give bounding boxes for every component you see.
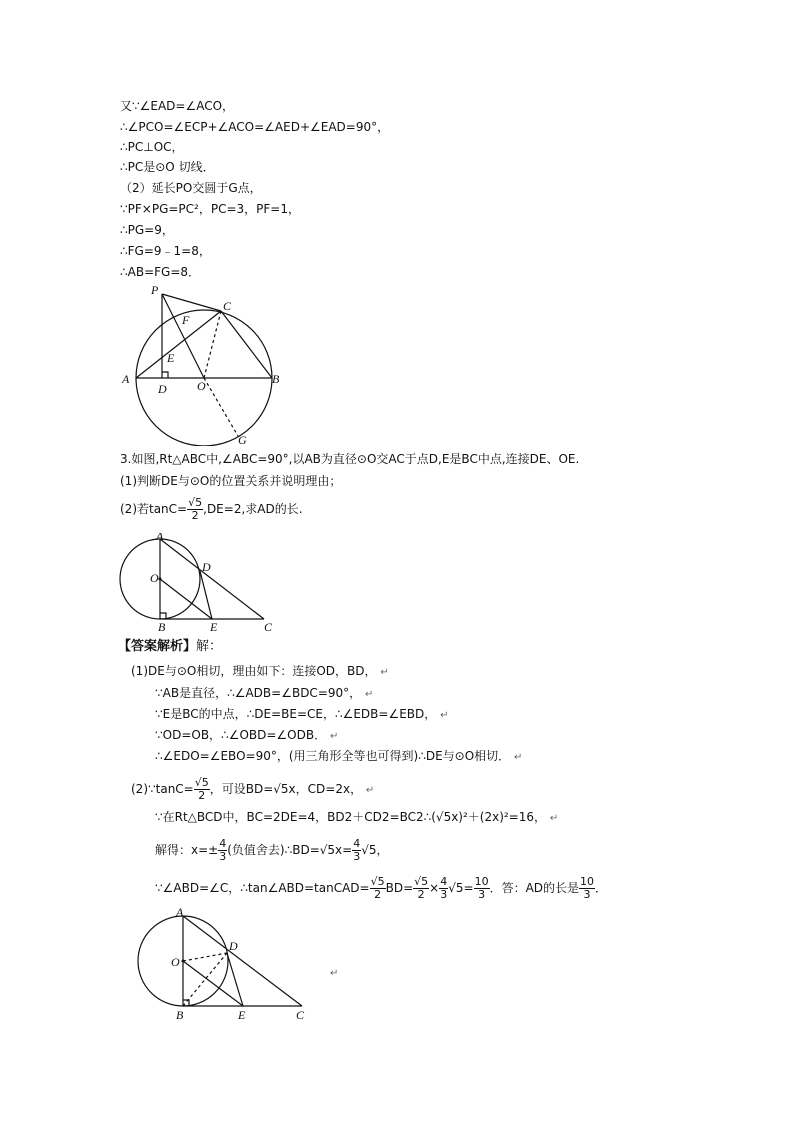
figure-3-diagram [136, 905, 308, 1025]
p2l3-fraction-1-denominator: 3 [219, 850, 227, 863]
return-mark: ↵ [440, 710, 449, 721]
fig2-label-a: A [156, 533, 164, 543]
question-3-part-2 [120, 497, 303, 522]
fig3-segment-de [227, 953, 243, 1006]
p2l1-fraction [194, 777, 210, 802]
proof-line-8: ∴FG=9﹣1=8， [120, 244, 211, 258]
answer-p2-line-3 [155, 838, 388, 863]
fig3-segment-ac [183, 916, 302, 1006]
p2l1-suffix: ，可设BD=√5x，CD=2x， [209, 782, 363, 796]
answer-p1-line-5 [155, 749, 522, 765]
p2l4-f5-numerator: 10 [580, 875, 595, 888]
answer-p1-text-3: ∵E是BC的中点，∴DE=BE=CE，∴∠EDB=∠EBD， [155, 707, 437, 721]
fig3-label-b: B [176, 1008, 184, 1022]
proof-line-2: ∴∠PCO=∠ECP+∠ACO=∠AED+∠EAD=90°， [120, 120, 390, 134]
answer-header-line [118, 639, 222, 654]
answer-p2-line-1 [131, 777, 374, 802]
p2l4-fraction-3 [439, 876, 448, 901]
p2l1-fraction-denominator: 2 [198, 789, 206, 802]
fig3-label-d: D [229, 939, 238, 953]
fig1-segment-cb [221, 311, 272, 378]
fig2-center-dot [159, 578, 162, 581]
proof-line-5: （2）延长PO交圆于G点， [120, 181, 262, 195]
fig2-label-e: E [210, 620, 218, 634]
p2l4-f1-denominator: 2 [374, 888, 382, 901]
fig3-label-o: O [171, 955, 180, 969]
figure-2-diagram [118, 533, 276, 635]
p2l4-fraction-4 [474, 876, 490, 901]
answer-header: 【答案解析】 [118, 639, 197, 654]
fig3-segment-oe [183, 961, 243, 1006]
proof-line-3: ∴PC⊥OC， [120, 140, 184, 154]
fig3-label-a: A [176, 905, 184, 919]
fig2-segment-ac [160, 539, 264, 619]
fig1-segment-pc [162, 294, 221, 311]
fig3-label-c: C [296, 1008, 305, 1022]
p2l4-fraction-1 [370, 876, 386, 901]
answer-p1-line-4 [155, 728, 338, 744]
return-mark: ↵ [365, 785, 375, 796]
q2-fraction-numerator: √5 [188, 496, 203, 509]
return-mark: ↵ [329, 731, 339, 742]
q2-prefix: (2)若tanC= [120, 502, 188, 516]
fig1-label-d: D [158, 382, 167, 396]
p2l4-prefix: ∵∠ABD=∠C，∴tan∠ABD=tanCAD= [155, 881, 370, 895]
return-mark: ↵ [514, 752, 523, 763]
fig3-label-e: E [238, 1008, 246, 1022]
fig1-segment-ac [136, 311, 221, 378]
p2l4-f5-denominator: 3 [583, 888, 591, 901]
p2l4-mid2: × [429, 881, 440, 895]
fig1-label-b: B [272, 372, 280, 386]
fig1-right-angle-mark [162, 372, 168, 378]
fig1-segment-po [162, 294, 204, 378]
fig1-label-g: G [238, 433, 247, 446]
figure-1-diagram [118, 282, 282, 446]
p2l4-mid3: √5= [448, 881, 474, 895]
p2l3-fraction-2-numerator: 4 [353, 837, 361, 850]
p2l3-prefix: 解得：x=± [155, 843, 219, 857]
answer-p1-text-4: ∵OD=OB，∴∠OBD=∠ODB． [155, 728, 327, 742]
fig2-label-b: B [158, 620, 166, 634]
answer-p1-text-5: ∴∠EDO=∠EBO=90°，(用三角形全等也可得到)∴DE与⊙O相切． [155, 749, 511, 763]
q2-fraction [187, 497, 203, 522]
fig2-label-o: O [150, 571, 159, 585]
q2-suffix: ,DE=2,求AD的长. [203, 502, 303, 516]
p2l4-f4-denominator: 3 [478, 888, 486, 901]
answer-header-suffix: 解： [196, 639, 223, 654]
return-mark: ↵ [380, 667, 389, 678]
proof-line-9: ∴AB=FG=8． [120, 265, 201, 279]
p2l4-fraction-2 [413, 876, 429, 901]
answer-p1-text-1: (1)DE与⊙O相切，理由如下：连接OD，BD， [131, 664, 377, 678]
p2l3-mid: (负值舍去)∴BD=√5x= [227, 843, 353, 857]
p2l4-mid4: ．答：AD的长是 [489, 881, 580, 895]
question-3-part-1: (1)判断DE与⊙O的位置关系并说明理由； [120, 474, 342, 488]
p2l4-suffix: ． [595, 881, 608, 895]
p2l3-fraction-2-denominator: 3 [353, 850, 361, 863]
p2l4-f3-numerator: 4 [440, 875, 448, 888]
fig3-segment-bd-dashed [183, 953, 227, 1006]
p2l1-fraction-numerator: √5 [194, 776, 209, 789]
answer-p1-line-2 [155, 686, 373, 702]
fig1-label-o: O [197, 379, 206, 393]
fig2-label-c: C [264, 620, 273, 634]
return-mark: ↵ [364, 689, 374, 700]
p2l3-fraction-1 [218, 838, 227, 863]
proof-line-4: ∴PC是⊙O 切线． [120, 160, 215, 174]
proof-line-7: ∴PG=9， [120, 223, 174, 237]
fig1-segment-og-dashed [204, 378, 238, 436]
fig2-label-d: D [202, 560, 211, 574]
return-mark: ↵ [330, 968, 339, 979]
p2l4-f2-numerator: √5 [414, 875, 429, 888]
p2l2-text: ∵在Rt△BCD中，BC=2DE=4，BD2＋CD2=BC2∴(√5x)²＋(2x)²=16， [155, 810, 547, 824]
fig1-label-c: C [223, 299, 232, 313]
p2l4-f1-numerator: √5 [370, 875, 385, 888]
proof-line-6: ∵PF×PG=PC²，PC=3，PF=1， [120, 202, 300, 216]
p2l4-mid1: BD= [385, 881, 414, 895]
fig3-center-dot [182, 960, 185, 963]
p2l4-f4-numerator: 10 [474, 875, 489, 888]
p2l3-fraction-1-numerator: 4 [219, 837, 227, 850]
p2l1-prefix: (2)∵tanC= [131, 782, 194, 796]
fig2-segment-oe [160, 579, 212, 619]
fig3-segment-od-dashed [183, 953, 227, 961]
proof-line-1: 又∵∠EAD=∠ACO， [120, 99, 235, 113]
return-mark: ↵ [549, 813, 559, 824]
p2l3-suffix: √5， [361, 843, 389, 857]
answer-p1-line-3 [155, 707, 449, 723]
p2l3-fraction-2 [352, 838, 361, 863]
q2-fraction-denominator: 2 [191, 509, 199, 522]
answer-p2-line-2 [155, 810, 558, 826]
question-3-stem: 3.如图,Rt△ABC中,∠ABC=90°,以AB为直径⊙O交AC于点D,E是BC中点,连接DE、OE. [120, 452, 580, 466]
answer-p1-line-1 [131, 664, 389, 680]
answer-p2-line-4 [155, 876, 607, 901]
fig1-segment-oc-dashed [204, 311, 221, 378]
p2l4-f3-denominator: 3 [440, 888, 448, 901]
p2l4-fraction-5 [579, 876, 595, 901]
fig1-label-f: F [182, 313, 190, 327]
answer-p1-text-2: ∵AB是直径，∴∠ADB=∠BDC=90°， [155, 686, 362, 700]
p2l4-f2-denominator: 2 [417, 888, 425, 901]
fig1-label-a: A [122, 372, 130, 386]
fig1-label-p: P [151, 283, 159, 297]
fig1-label-e: E [167, 351, 175, 365]
